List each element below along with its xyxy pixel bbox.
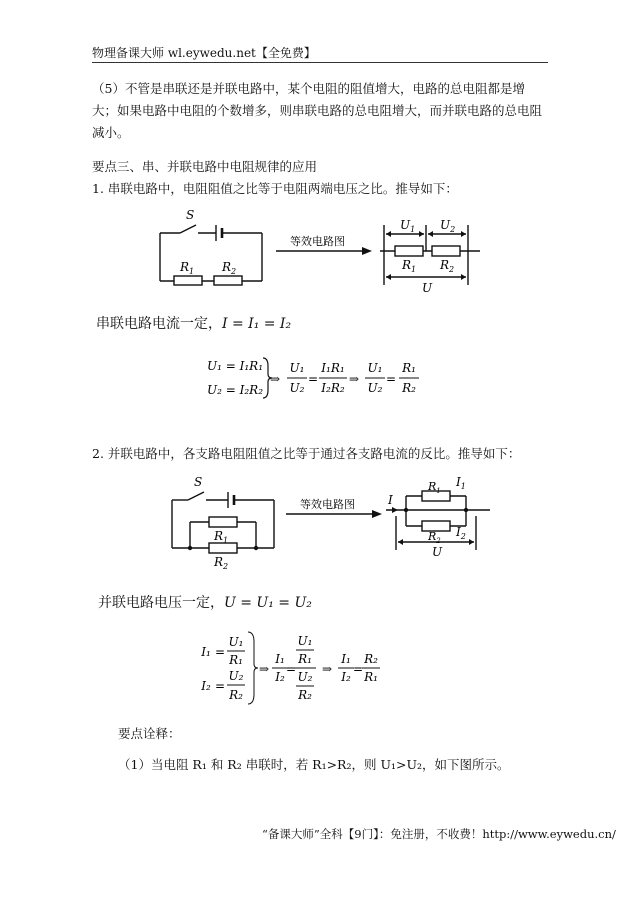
parallel-circuit-diagram (160, 470, 500, 570)
series-derivation (205, 352, 435, 402)
svg-text:=: = (285, 662, 297, 676)
svg-text:R2: $R_2$ (222, 260, 237, 276)
parallel-voltage-text: 并联电路电压一定，U = U₁ = U₂ (98, 595, 312, 611)
svg-text:I₁R₁: I₁R₁ (321, 361, 345, 375)
page-header: 物理备课大师 wl.eywedu.net【全免费】 (92, 46, 316, 60)
svg-text:R1: $R_1$ (402, 258, 417, 274)
svg-text:U₁: U₁ (367, 361, 383, 375)
equivalent-circuit-label: 等效电路图 (290, 235, 345, 248)
svg-text:R₂: R₂ (364, 652, 378, 666)
notes-title: 要点诠释： (118, 726, 181, 741)
note-1: （1）当电阻 R₁ 和 R₂ 串联时，若 R₁>R₂，则 U₁>U₂，如下图所示。 (118, 757, 510, 772)
parallel-derivation (198, 628, 398, 708)
svg-text:=: = (352, 662, 364, 676)
svg-text:=: = (385, 372, 397, 386)
svg-text:I₁: I₁ (275, 652, 285, 666)
svg-text:I₂R₂: I₂R₂ (321, 381, 345, 395)
svg-text:R₁: R₁ (364, 670, 378, 684)
section-title: 要点三、串、并联电路中电阻规律的应用 (92, 159, 318, 174)
svg-text:=: = (307, 372, 319, 386)
svg-text:⇒: ⇒ (258, 662, 270, 676)
svg-text:U₂ = I₂R₂: U₂ = I₂R₂ (207, 383, 264, 397)
svg-text:I₁: I₁ (201, 645, 211, 659)
svg-text:=: = (214, 645, 226, 659)
header-divider (92, 62, 548, 63)
svg-text:U: U (422, 281, 433, 295)
svg-text:U₂: U₂ (367, 381, 383, 395)
svg-text:I₂: I₂ (275, 670, 285, 684)
svg-text:R₁: R₁ (298, 652, 312, 666)
svg-text:U₂: U₂ (297, 670, 313, 684)
svg-text:R₂: R₂ (402, 381, 416, 395)
series-current-text: 串联电路电流一定，I = I₁ = I₂ (96, 316, 292, 332)
svg-text:I₂: I₂ (201, 679, 211, 693)
svg-text:S: S (194, 475, 203, 489)
svg-text:I1: $I_1$ (456, 475, 466, 491)
svg-text:R₂: R₂ (229, 688, 243, 702)
svg-text:R1: $R_1$ (214, 529, 229, 545)
svg-text:R₁: R₁ (229, 653, 243, 667)
svg-text:R2: $R_2$ (440, 258, 455, 274)
svg-text:U: U (432, 545, 443, 559)
svg-text:=: = (214, 679, 226, 693)
svg-text:R2: $R_2$ (428, 530, 441, 545)
svg-text:U₂: U₂ (289, 381, 305, 395)
svg-text:R2: $R_2$ (214, 555, 229, 570)
paragraph-5: （5）不管是串联还是并联电路中，某个电阻的阻值增大，电路的总电阻都是增大；如果电路中电阻的个数增多，则串联电路的总电阻增大，而并联电路的总电阻减小。 (92, 81, 543, 140)
svg-text:U₂: U₂ (228, 669, 244, 683)
svg-text:⇒: ⇒ (348, 372, 360, 386)
svg-text:U₁ = I₁R₁: U₁ = I₁R₁ (207, 359, 264, 373)
svg-text:U1: $U_1$ (400, 218, 416, 234)
svg-text:U₁: U₁ (297, 634, 313, 648)
point-2-text: 2. 并联电路中，各支路电阻阻值之比等于通过各支路电流的反比。推导如下： (92, 446, 521, 461)
svg-text:I₁: I₁ (341, 652, 351, 666)
switch-label: S (186, 208, 195, 222)
svg-text:U₁: U₁ (289, 361, 305, 375)
series-circuit-diagram (150, 203, 490, 298)
page-footer: “备课大师”全科【9门】：免注册，不收费！http://www.eywedu.cn/ (262, 827, 616, 841)
svg-text:R1: $R_1$ (180, 260, 195, 276)
svg-text:R₂: R₂ (298, 688, 312, 702)
svg-text:R₁: R₁ (402, 361, 416, 375)
svg-text:R1: $R_1$ (428, 480, 441, 495)
svg-text:I: I (388, 493, 393, 507)
point-1-text: 1. 串联电路中，电阻阻值之比等于电阻两端电压之比。推导如下： (92, 181, 458, 196)
svg-text:⇒: ⇒ (269, 372, 281, 386)
svg-text:I₂: I₂ (341, 670, 351, 684)
svg-text:U₁: U₁ (228, 635, 244, 649)
svg-text:I2: $I_2$ (456, 525, 466, 541)
svg-text:U2: $U_2$ (440, 218, 456, 234)
svg-text:⇒: ⇒ (321, 662, 333, 676)
svg-text:等效电路图: 等效电路图 (300, 498, 355, 511)
